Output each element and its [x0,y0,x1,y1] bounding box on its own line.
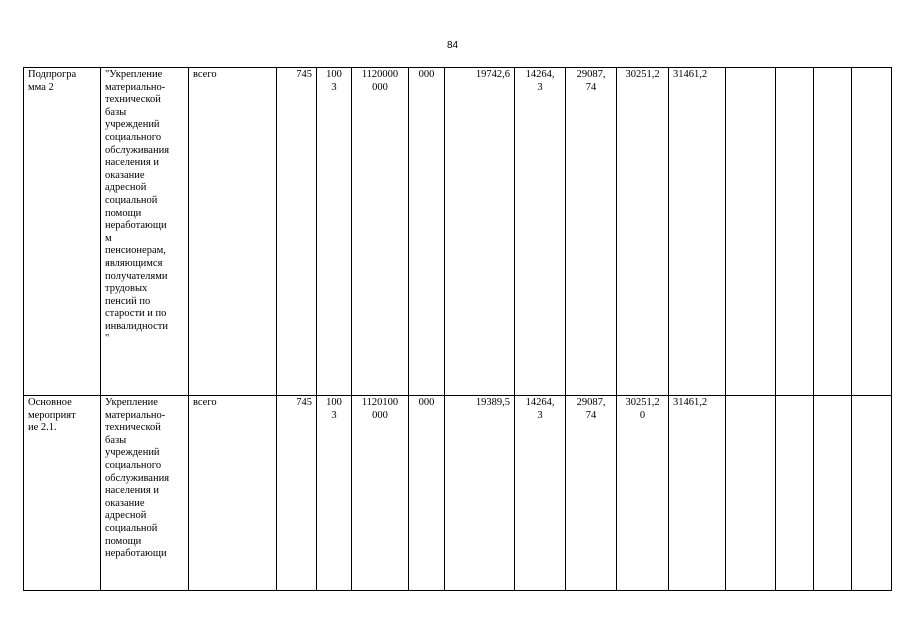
rzpr-cell: 100 3 [317,68,352,396]
vr-cell: 000 [409,396,445,591]
status-cell: Подпрогра мма 2 [24,68,101,396]
year5-cell: 31461,2 [669,68,726,396]
vr-cell: 000 [409,68,445,396]
year2-cell: 14264, 3 [515,396,566,591]
source-cell: всего [189,68,277,396]
table-row [24,68,892,396]
empty-cell [726,396,776,591]
grbs-cell: 745 [277,68,317,396]
grbs-cell: 745 [277,396,317,591]
year5-cell: 31461,2 [669,396,726,591]
empty-cell [852,396,892,591]
table-row [24,396,892,591]
year1-cell: 19389,5 [445,396,515,591]
csr-cell: 1120100 000 [352,396,409,591]
status-cell: Основное мероприят ие 2.1. [24,396,101,591]
year4-cell: 30251,2 [617,68,669,396]
csr-cell: 1120000 000 [352,68,409,396]
name-cell: Укрепление материально- технической базы учреждений социального обслуживания населения и оказание адресной социальной помощи неработающи [101,396,189,591]
empty-cell [814,68,852,396]
year2-cell: 14264, 3 [515,68,566,396]
year3-cell: 29087, 74 [566,68,617,396]
empty-cell [852,68,892,396]
year3-cell: 29087, 74 [566,396,617,591]
empty-cell [726,68,776,396]
source-cell: всего [189,396,277,591]
year1-cell: 19742,6 [445,68,515,396]
empty-cell [814,396,852,591]
name-cell: "Укрепление материально- технической базы учреждений социального обслуживания населения и оказание адресной социальной помощи неработающи м пенсионерам, являющимся получателями трудовых пенсий по старости и по инвалидности " [101,68,189,396]
page-number: 84 [446,40,459,51]
budget-table [23,67,892,591]
empty-cell [776,396,814,591]
rzpr-cell: 100 3 [317,396,352,591]
empty-cell [776,68,814,396]
year4-cell: 30251,2 0 [617,396,669,591]
